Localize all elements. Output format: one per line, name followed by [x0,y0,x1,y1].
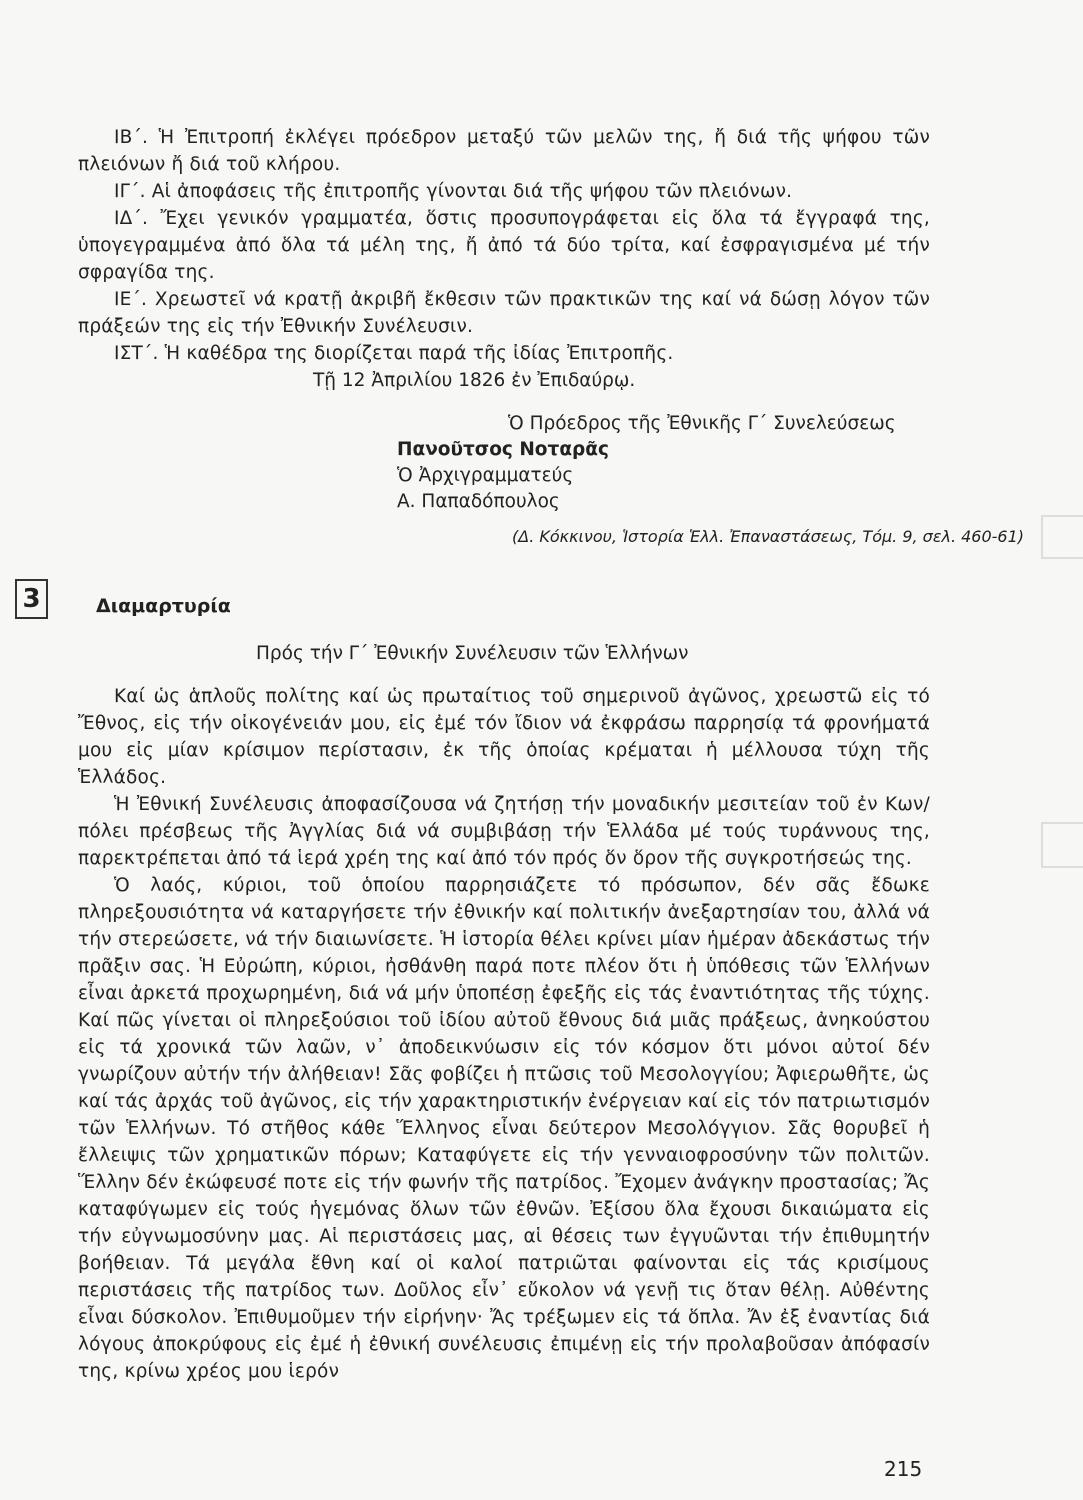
body-paragraph: Ὁ λαός, κύριοι, τοῦ ὁποίου παρρησιάζετε τό πρόσωπον, δέν σᾶς ἔδωκε πληρεξουσιότητα νά καταργήσετε τήν ἐθνικήν καί πολιτικήν ἀνεξαρτησίαν του, ἀλλά νά τήν στερεώσετε, νά τήν διαιωνίσετε. Ἡ ἱστορία θέλει κρίνει μίαν ἡμέραν ἀδεκάστως τήν πρᾶξιν σας. Ἡ Εὐρώπη, κύριοι, ἠσθάνθη παρά ποτε πλέον ὅτι ἡ ὑπόθεσις τῶν Ἑλλήνων εἶναι ἀρκετά προχωρημένη, διά νά μήν ὑποπέσῃ ἐφεξῆς εἰς τάς ἐναντιότητας τῆς τύχης. Καί πῶς γίνεται οἱ πληρεξούσιοι τοῦ ἰδίου αὐτοῦ ἔθνους διά μιᾶς πράξεως, ἀνηκούστου εἰς τά χρονικά τῶν λαῶν, ν᾽ ἀποδεικνύωσιν εἰς τόν κόσμον ὅτι μόνοι αὐτοί δέν γνωρίζουν αὐτήν τήν ἀλήθειαν! Σᾶς φοβίζει ἡ πτῶσις τοῦ Μεσολογγίου; Ἀφιερωθῆτε, ὡς καί τάς ἀρχάς τοῦ ἀγῶνος, εἰς τήν χαρακτηριστικήν ἐνέργειαν καί εἰς τόν πατριωτισμόν τῶν Ἑλλήνων. Τό στῆθος κάθε Ἕλληνος εἶναι δεύτερον Μεσολόγγιον. Σᾶς θορυβεῖ ἡ ἔλλειψις τῶν χρηματικῶν πόρων; Καταφύγετε εἰς τήν γενναιοφροσύνην τῶν πολιτῶν. Ἕλλην δέν ἐκώφευσέ ποτε εἰς τήν φωνήν τῆς πατρίδος. Ἔχομεν ἀνάγκην προστασίας; Ἄς καταφύγωμεν εἰς τούς ἡγεμόνας ὅλων τῶν ἐθνῶν. Ἐξίσου ὅλα ἔχουσι δικαιώματα εἰς τήν εὐγνωμοσύνην μας. Αἱ περιστάσεις μας, αἱ θέσεις των ἐγγυῶνται τήν ἐπιθυμητήν βοήθειαν. Τά μεγάλα ἔθνη καί οἱ καλοί πατριῶται φαίνονται εἰς τάς κρισίμους περιστάσεις τῆς πατρίδος των. Δοῦλος εἶν᾽ εὔκολον νά γενῇ τις ὅταν θέλῃ. Αὐθέντης εἶναι δύσκολον. Ἐπιθυμοῦμεν τήν εἰρήνην· Ἄς τρέξωμεν εἰς τά ὅπλα. Ἄν ἐξ ἐναντίας διά λόγους ἀποκρύφους εἰς ἐμέ ἡ ἐθνική συνέλευσις ἐπιμένῃ εἰς τήν προλαβοῦσαν ἀπόφασίν της, κρίνω χρέος μου ἱερόν [78,875,930,1382]
date-line: Τῇ 12 Ἀπριλίου 1826 ἐν Ἐπιδαύρῳ. [313,370,636,391]
body-paragraph: Ἡ Ἐθνική Συνέλευσις ἀποφασίζουσα νά ζητήσῃ τήν μοναδικήν μεσιτείαν τοῦ ἐν Κων/πόλει πρέσβεως τῆς Ἀγγλίας διά νά συμβιβάσῃ τήν Ἑλλάδα μέ τούς τυράννους της, παρεκτρέπεται ἀπό τά ἱερά χρέη της καί ἀπό τόν πρός ὅν ὅρον τῆς συγκροτήσεώς της. [78,794,930,869]
article-14: ΙΔ΄. Ἔχει γενικόν γραμματέα, ὅστις προσυπογράφεται εἰς ὅλα τά ἔγγραφά της, ὑπογεγραμμένα ἀπό ὅλα τά μέλη της, ἤ ἀπό τά δύο τρίτα, καί ἐσφραγισμένα μέ τήν σφραγίδα της. [78,208,930,283]
document-number-box: 3 [15,579,48,619]
page-number: 215 [884,1457,923,1481]
section-subtitle: Πρός τήν Γ΄ Ἐθνικήν Συνέλευσιν τῶν Ἑλλήνων [256,643,689,664]
margin-bleed-mark [1041,822,1083,868]
article-13: ΙΓ΄. Αἱ ἀποφάσεις τῆς ἐπιτροπῆς γίνονται διά τῆς ψήφου τῶν πλειόνων. [114,181,793,202]
article-15: ΙΕ΄. Χρεωστεῖ νά κρατῇ ἀκριβῆ ἔκθεσιν τῶν πρακτικῶν της καί νά δώσῃ λόγον τῶν πράξεών της εἰς τήν Ἐθνικήν Συνέλευσιν. [78,289,930,337]
secretary-title: Ὁ Ἀρχιγραμματεύς [397,465,574,486]
margin-bleed-mark [1041,515,1083,559]
president-name: Πανοῦτσος Νοταρᾶς [397,439,609,460]
article-12: ΙΒ΄. Ἡ Ἐπιτροπή ἐκλέγει πρόεδρον μεταξύ τῶν μελῶν της, ἤ διά τῆς ψήφου τῶν πλειόνων ἤ διά τοῦ κλήρου. [78,127,930,175]
body-paragraph: Καί ὡς ἁπλοῦς πολίτης καί ὡς πρωταίτιος τοῦ σημερινοῦ ἀγῶνος, χρεωστῶ εἰς τό Ἔθνος, εἰς τήν οἰκογένειάν μου, εἰς ἐμέ τόν ἴδιον νά ἐκφράσω παρρησίᾳ τά φρονήματά μου εἰς μίαν κρίσιμον περίστασιν, ἐκ τῆς ὁποίας κρέμαται ἡ μέλλουσα τύχη τῆς Ἑλλάδος. [78,686,930,788]
section-title: Διαμαρτυρία [96,595,231,617]
president-title: Ὁ Πρόεδρος τῆς Ἐθνικῆς Γ΄ Συνελεύσεως [508,413,896,434]
secretary-name: Α. Παπαδόπουλος [397,491,560,512]
protest-body [78,683,930,1385]
article-16: ΙΣΤ΄. Ἡ καθέδρα της διορίζεται παρά τῆς ἰδίας Ἐπιτροπῆς. [114,343,674,364]
citation: (Δ. Κόκκινου, Ἱστορία Ἑλλ. Ἐπαναστάσεως, Τόμ. 9, σελ. 460-61) [512,527,1025,546]
articles-section [78,124,930,367]
